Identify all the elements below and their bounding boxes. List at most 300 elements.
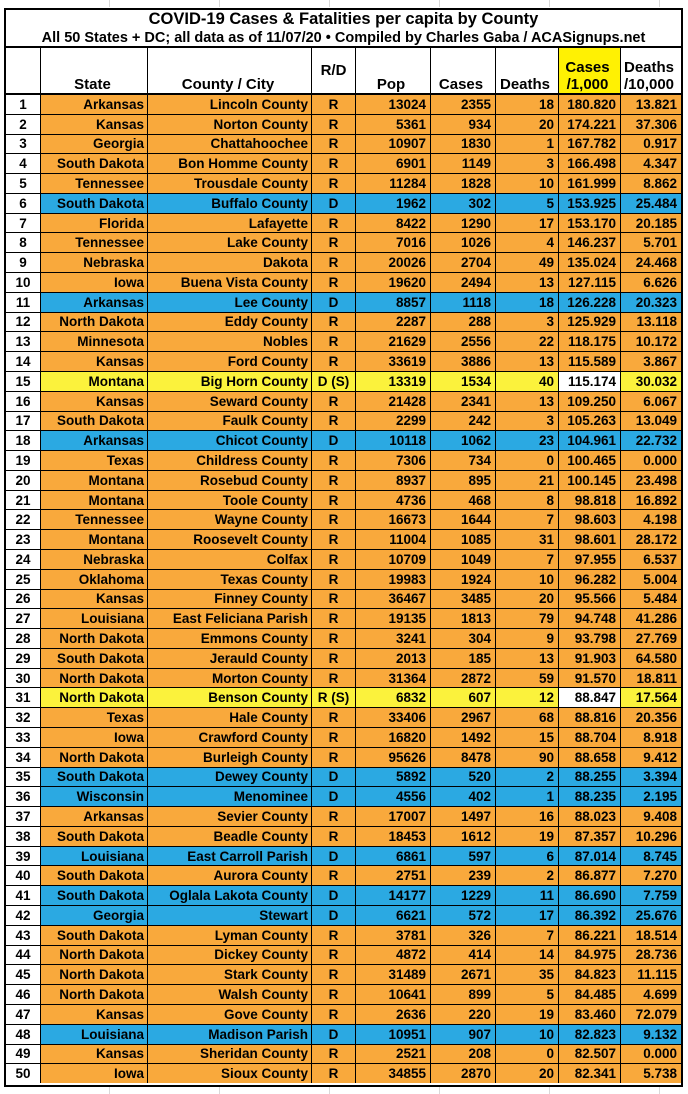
table-row	[6, 629, 681, 649]
cell-county: Wayne County	[148, 510, 312, 529]
cell-population: 21428	[356, 392, 431, 411]
cell-cases: 907	[431, 1025, 496, 1044]
cell-deaths-per-10000: 6.067	[621, 392, 681, 411]
cell-cases: 468	[431, 491, 496, 510]
cell-party: D (S)	[312, 372, 356, 391]
row-number: 9	[6, 253, 41, 272]
cell-cases: 607	[431, 688, 496, 707]
table-row	[6, 748, 681, 768]
cell-cases-per-1000: 100.145	[559, 471, 621, 490]
cell-deaths: 2	[496, 866, 559, 885]
cell-deaths: 0	[496, 1045, 559, 1064]
table-header-row	[6, 48, 681, 95]
cell-party: R	[312, 550, 356, 569]
cell-state: South Dakota	[41, 649, 148, 668]
cell-party: R	[312, 590, 356, 609]
header-deaths-per-10000	[621, 48, 681, 93]
row-number: 10	[6, 273, 41, 292]
cell-cases-per-1000: 95.566	[559, 590, 621, 609]
cell-deaths-per-10000: 18.514	[621, 926, 681, 945]
table-row	[6, 847, 681, 867]
cell-cases: 2870	[431, 1064, 496, 1083]
cell-population: 19135	[356, 609, 431, 628]
table-row	[6, 174, 681, 194]
cell-cases-per-1000: 86.392	[559, 906, 621, 925]
cell-party: R	[312, 115, 356, 134]
cell-deaths: 1	[496, 135, 559, 154]
row-number: 20	[6, 471, 41, 490]
cell-cases-per-1000: 97.955	[559, 550, 621, 569]
cell-cases-per-1000: 82.341	[559, 1064, 621, 1083]
cell-population: 95626	[356, 748, 431, 767]
table-row	[6, 233, 681, 253]
cell-party: R	[312, 451, 356, 470]
cell-party: D	[312, 787, 356, 806]
cell-cases: 1026	[431, 233, 496, 252]
cell-party: D	[312, 431, 356, 450]
cell-state: South Dakota	[41, 926, 148, 945]
cell-cases-per-1000: 82.823	[559, 1025, 621, 1044]
cell-party: R	[312, 95, 356, 114]
cell-population: 6621	[356, 906, 431, 925]
cell-deaths-per-10000: 28.172	[621, 530, 681, 549]
cell-county: Dewey County	[148, 768, 312, 787]
cell-population: 10709	[356, 550, 431, 569]
cell-cases: 3886	[431, 352, 496, 371]
cell-deaths-per-10000: 9.408	[621, 807, 681, 826]
cell-deaths: 35	[496, 965, 559, 984]
cell-cases-per-1000: 87.357	[559, 827, 621, 846]
cell-party: R	[312, 807, 356, 826]
cell-cases: 2704	[431, 253, 496, 272]
cell-cases-per-1000: 146.237	[559, 233, 621, 252]
table-row	[6, 827, 681, 847]
cell-cases-per-1000: 118.175	[559, 332, 621, 351]
cell-deaths-per-10000: 7.759	[621, 886, 681, 905]
cell-population: 7016	[356, 233, 431, 252]
cell-cases: 1534	[431, 372, 496, 391]
cell-population: 4736	[356, 491, 431, 510]
cell-deaths-per-10000: 0.000	[621, 1045, 681, 1064]
cell-deaths: 13	[496, 352, 559, 371]
cell-party: R	[312, 233, 356, 252]
cell-deaths-per-10000: 7.270	[621, 866, 681, 885]
spreadsheet-gridline-stub-top	[0, 0, 688, 7]
cell-party: R	[312, 154, 356, 173]
cell-cases: 734	[431, 451, 496, 470]
cell-cases-per-1000: 105.263	[559, 412, 621, 431]
table-row	[6, 1025, 681, 1045]
cell-deaths: 5	[496, 985, 559, 1004]
cell-deaths-per-10000: 22.732	[621, 431, 681, 450]
cell-county: Roosevelt County	[148, 530, 312, 549]
row-number: 29	[6, 649, 41, 668]
row-number: 26	[6, 590, 41, 609]
cell-cases-per-1000: 180.820	[559, 95, 621, 114]
row-number: 41	[6, 886, 41, 905]
row-number: 8	[6, 233, 41, 252]
cell-deaths: 23	[496, 431, 559, 450]
cell-deaths: 20	[496, 115, 559, 134]
cell-deaths-per-10000: 28.736	[621, 946, 681, 965]
table-row	[6, 95, 681, 115]
cell-deaths-per-10000: 5.738	[621, 1064, 681, 1083]
table-row	[6, 431, 681, 451]
cell-party: R	[312, 629, 356, 648]
cell-deaths: 68	[496, 708, 559, 727]
cell-population: 10641	[356, 985, 431, 1004]
cell-cases: 1229	[431, 886, 496, 905]
cell-deaths-per-10000: 4.699	[621, 985, 681, 1004]
cell-population: 20026	[356, 253, 431, 272]
cell-cases: 1924	[431, 570, 496, 589]
cell-state: Nebraska	[41, 253, 148, 272]
cell-cases: 2872	[431, 669, 496, 688]
row-number: 1	[6, 95, 41, 114]
cell-county: Morton County	[148, 669, 312, 688]
cell-cases: 2494	[431, 273, 496, 292]
cell-party: R	[312, 471, 356, 490]
table-row	[6, 886, 681, 906]
cell-population: 31489	[356, 965, 431, 984]
cell-party: D	[312, 906, 356, 925]
cell-state: South Dakota	[41, 154, 148, 173]
cell-cases-per-1000: 166.498	[559, 154, 621, 173]
cell-population: 33619	[356, 352, 431, 371]
cell-deaths-per-10000: 20.323	[621, 293, 681, 312]
cell-deaths: 1	[496, 787, 559, 806]
cell-county: Sioux County	[148, 1064, 312, 1083]
cell-state: Kansas	[41, 1005, 148, 1024]
cell-cases-per-1000: 135.024	[559, 253, 621, 272]
cell-population: 19983	[356, 570, 431, 589]
cell-state: Arkansas	[41, 95, 148, 114]
table-row	[6, 332, 681, 352]
table-row	[6, 807, 681, 827]
cell-population: 11004	[356, 530, 431, 549]
cell-deaths-per-10000: 13.049	[621, 412, 681, 431]
cell-cases: 8478	[431, 748, 496, 767]
cell-party: R	[312, 965, 356, 984]
cell-deaths: 3	[496, 313, 559, 332]
cell-party: R	[312, 1064, 356, 1083]
table-row	[6, 115, 681, 135]
cell-deaths-per-10000: 10.172	[621, 332, 681, 351]
cell-cases-per-1000: 100.465	[559, 451, 621, 470]
cell-deaths-per-10000: 24.468	[621, 253, 681, 272]
cell-state: North Dakota	[41, 946, 148, 965]
cell-population: 34855	[356, 1064, 431, 1083]
cell-cases-per-1000: 153.925	[559, 194, 621, 213]
cell-deaths-per-10000: 8.918	[621, 728, 681, 747]
cell-party: R	[312, 135, 356, 154]
cell-county: Eddy County	[148, 313, 312, 332]
table-row	[6, 352, 681, 372]
table-row	[6, 965, 681, 985]
table-row	[6, 154, 681, 174]
cell-cases: 302	[431, 194, 496, 213]
cell-deaths-per-10000: 11.115	[621, 965, 681, 984]
cell-county: Dickey County	[148, 946, 312, 965]
cell-party: R	[312, 748, 356, 767]
row-number: 5	[6, 174, 41, 193]
cell-state: Louisiana	[41, 609, 148, 628]
cell-state: Florida	[41, 214, 148, 233]
table-row	[6, 253, 681, 273]
cell-party: R	[312, 510, 356, 529]
cell-deaths-per-10000: 0.000	[621, 451, 681, 470]
cell-county: Benson County	[148, 688, 312, 707]
row-number: 3	[6, 135, 41, 154]
cell-cases-per-1000: 91.570	[559, 669, 621, 688]
cell-party: R	[312, 609, 356, 628]
cell-cases-per-1000: 84.975	[559, 946, 621, 965]
cell-population: 14177	[356, 886, 431, 905]
cell-county: Lee County	[148, 293, 312, 312]
header-state: State	[41, 48, 148, 93]
cell-population: 16820	[356, 728, 431, 747]
table-row	[6, 194, 681, 214]
cell-state: Wisconsin	[41, 787, 148, 806]
header-deaths-per-10000-line2: /10,000	[623, 76, 675, 93]
cell-population: 3241	[356, 629, 431, 648]
cell-county: Lincoln County	[148, 95, 312, 114]
cell-state: Kansas	[41, 352, 148, 371]
cell-deaths: 59	[496, 669, 559, 688]
row-number: 23	[6, 530, 41, 549]
cell-deaths-per-10000: 20.185	[621, 214, 681, 233]
cell-population: 8857	[356, 293, 431, 312]
cell-cases-per-1000: 84.485	[559, 985, 621, 1004]
row-number: 30	[6, 669, 41, 688]
cell-cases: 2341	[431, 392, 496, 411]
cell-cases: 2671	[431, 965, 496, 984]
cell-state: Texas	[41, 708, 148, 727]
row-number: 6	[6, 194, 41, 213]
cell-county: Sheridan County	[148, 1045, 312, 1064]
row-number: 7	[6, 214, 41, 233]
cell-party: D	[312, 847, 356, 866]
cell-party: R	[312, 332, 356, 351]
cell-state: South Dakota	[41, 768, 148, 787]
cell-deaths: 11	[496, 886, 559, 905]
row-number: 25	[6, 570, 41, 589]
cell-deaths-per-10000: 18.811	[621, 669, 681, 688]
row-number: 33	[6, 728, 41, 747]
cell-population: 5361	[356, 115, 431, 134]
cell-party: R	[312, 392, 356, 411]
cell-county: East Carroll Parish	[148, 847, 312, 866]
cell-cases: 1149	[431, 154, 496, 173]
table-row	[6, 708, 681, 728]
cell-deaths-per-10000: 72.079	[621, 1005, 681, 1024]
cell-cases-per-1000: 93.798	[559, 629, 621, 648]
cell-party: R	[312, 926, 356, 945]
cell-state: Iowa	[41, 1064, 148, 1083]
cell-deaths: 6	[496, 847, 559, 866]
row-number: 42	[6, 906, 41, 925]
cell-deaths-per-10000: 64.580	[621, 649, 681, 668]
cell-cases-per-1000: 174.221	[559, 115, 621, 134]
cell-party: D	[312, 293, 356, 312]
header-cases-per-1000-line2: /1,000	[566, 76, 609, 93]
cell-party: R	[312, 491, 356, 510]
cell-state: South Dakota	[41, 194, 148, 213]
cell-population: 4556	[356, 787, 431, 806]
cell-deaths-per-10000: 4.347	[621, 154, 681, 173]
cell-deaths-per-10000: 6.537	[621, 550, 681, 569]
cell-county: Sevier County	[148, 807, 312, 826]
cell-deaths: 10	[496, 174, 559, 193]
table-row	[6, 451, 681, 471]
cell-cases: 934	[431, 115, 496, 134]
table-row	[6, 412, 681, 432]
cell-deaths: 49	[496, 253, 559, 272]
row-number: 2	[6, 115, 41, 134]
cell-deaths-per-10000: 2.195	[621, 787, 681, 806]
table-row	[6, 609, 681, 629]
cell-cases: 2556	[431, 332, 496, 351]
cell-state: Kansas	[41, 1045, 148, 1064]
cell-deaths-per-10000: 20.356	[621, 708, 681, 727]
cell-cases-per-1000: 91.903	[559, 649, 621, 668]
cell-population: 1962	[356, 194, 431, 213]
cell-deaths: 4	[496, 233, 559, 252]
cell-party: R	[312, 946, 356, 965]
row-number: 40	[6, 866, 41, 885]
cell-deaths: 13	[496, 392, 559, 411]
cell-population: 7306	[356, 451, 431, 470]
cell-party: R	[312, 253, 356, 272]
row-number: 11	[6, 293, 41, 312]
cell-state: North Dakota	[41, 985, 148, 1004]
cell-deaths-per-10000: 3.394	[621, 768, 681, 787]
row-number: 46	[6, 985, 41, 1004]
cell-state: South Dakota	[41, 412, 148, 431]
cell-county: Ford County	[148, 352, 312, 371]
cell-state: Arkansas	[41, 431, 148, 450]
cell-cases: 414	[431, 946, 496, 965]
cell-party: R	[312, 866, 356, 885]
table-row	[6, 510, 681, 530]
row-number: 28	[6, 629, 41, 648]
cell-cases-per-1000: 83.460	[559, 1005, 621, 1024]
cell-deaths: 18	[496, 293, 559, 312]
table-row	[6, 1045, 681, 1065]
cell-party: R (S)	[312, 688, 356, 707]
cell-cases-per-1000: 88.255	[559, 768, 621, 787]
cell-deaths-per-10000: 10.296	[621, 827, 681, 846]
table-row	[6, 491, 681, 511]
cell-deaths-per-10000: 6.626	[621, 273, 681, 292]
cell-county: Seward County	[148, 392, 312, 411]
cell-deaths-per-10000: 25.484	[621, 194, 681, 213]
cell-deaths: 79	[496, 609, 559, 628]
cell-state: Kansas	[41, 590, 148, 609]
row-number: 43	[6, 926, 41, 945]
cell-cases: 895	[431, 471, 496, 490]
cell-population: 6832	[356, 688, 431, 707]
row-number: 38	[6, 827, 41, 846]
cell-county: Lafayette	[148, 214, 312, 233]
cell-deaths: 7	[496, 510, 559, 529]
cell-deaths-per-10000: 9.132	[621, 1025, 681, 1044]
cell-population: 16673	[356, 510, 431, 529]
row-number: 18	[6, 431, 41, 450]
cell-county: Nobles	[148, 332, 312, 351]
cell-county: Texas County	[148, 570, 312, 589]
cell-deaths-per-10000: 41.286	[621, 609, 681, 628]
cell-state: North Dakota	[41, 669, 148, 688]
row-number: 48	[6, 1025, 41, 1044]
cell-cases: 572	[431, 906, 496, 925]
cell-deaths: 14	[496, 946, 559, 965]
cell-cases-per-1000: 153.170	[559, 214, 621, 233]
cell-state: Georgia	[41, 135, 148, 154]
cell-cases-per-1000: 86.690	[559, 886, 621, 905]
cell-state: Kansas	[41, 392, 148, 411]
cell-state: Georgia	[41, 906, 148, 925]
cell-state: Louisiana	[41, 847, 148, 866]
cell-deaths-per-10000: 3.867	[621, 352, 681, 371]
cell-population: 2636	[356, 1005, 431, 1024]
cell-county: East Feliciana Parish	[148, 609, 312, 628]
cell-county: Chicot County	[148, 431, 312, 450]
cell-county: Buffalo County	[148, 194, 312, 213]
cell-county: Dakota	[148, 253, 312, 272]
table-row	[6, 688, 681, 708]
cell-population: 3781	[356, 926, 431, 945]
cell-deaths: 20	[496, 590, 559, 609]
cell-deaths: 13	[496, 273, 559, 292]
cell-state: Minnesota	[41, 332, 148, 351]
table-row	[6, 1005, 681, 1025]
cell-cases: 1492	[431, 728, 496, 747]
header-deaths: Deaths	[496, 48, 559, 93]
cell-cases-per-1000: 88.816	[559, 708, 621, 727]
cell-party: R	[312, 273, 356, 292]
cell-cases: 1813	[431, 609, 496, 628]
table-row	[6, 590, 681, 610]
cell-party: R	[312, 827, 356, 846]
table-row	[6, 985, 681, 1005]
cell-cases-per-1000: 87.014	[559, 847, 621, 866]
header-population: Pop	[356, 48, 431, 93]
county-table	[4, 8, 683, 1087]
cell-party: D	[312, 768, 356, 787]
cell-county: Beadle County	[148, 827, 312, 846]
row-number: 34	[6, 748, 41, 767]
cell-deaths: 19	[496, 1005, 559, 1024]
cell-cases-per-1000: 86.221	[559, 926, 621, 945]
cell-cases-per-1000: 125.929	[559, 313, 621, 332]
header-party: R/D	[312, 48, 356, 93]
cell-deaths: 22	[496, 332, 559, 351]
cell-deaths-per-10000: 13.821	[621, 95, 681, 114]
cell-deaths-per-10000: 30.032	[621, 372, 681, 391]
table-row	[6, 1064, 681, 1083]
cell-cases: 402	[431, 787, 496, 806]
cell-deaths-per-10000: 37.306	[621, 115, 681, 134]
cell-party: R	[312, 313, 356, 332]
cell-cases: 304	[431, 629, 496, 648]
cell-population: 10951	[356, 1025, 431, 1044]
row-number: 16	[6, 392, 41, 411]
cell-county: Toole County	[148, 491, 312, 510]
cell-party: D	[312, 194, 356, 213]
cell-state: North Dakota	[41, 629, 148, 648]
cell-deaths: 7	[496, 926, 559, 945]
